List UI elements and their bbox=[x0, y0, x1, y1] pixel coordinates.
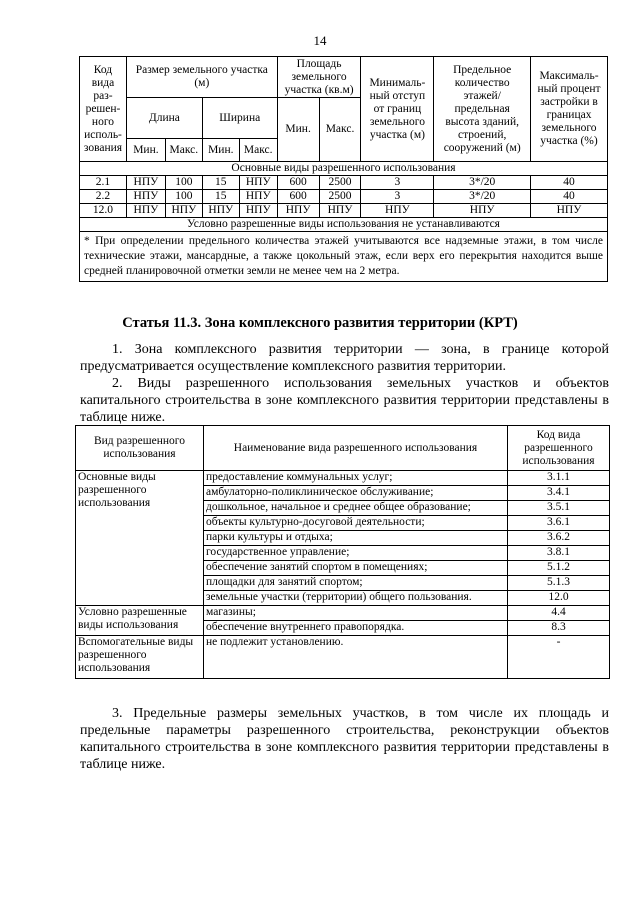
cell: 600 bbox=[277, 190, 319, 204]
use-name: обеспечение занятий спортом в помещениях; bbox=[204, 561, 508, 576]
land-use-table bbox=[75, 425, 610, 679]
cell: НПУ bbox=[239, 190, 277, 204]
cell: 2500 bbox=[319, 176, 361, 190]
use-code: 4.4 bbox=[508, 606, 610, 621]
use-code: 3.8.1 bbox=[508, 546, 610, 561]
cell: НПУ bbox=[239, 176, 277, 190]
use-code: 3.4.1 bbox=[508, 486, 610, 501]
use-code: 5.1.2 bbox=[508, 561, 610, 576]
header-size: Размер земельного участка (м) bbox=[126, 57, 277, 98]
paragraph-3 bbox=[80, 705, 609, 773]
paragraph-1 bbox=[80, 341, 609, 375]
table-row bbox=[80, 176, 608, 190]
use-code: 3.6.1 bbox=[508, 516, 610, 531]
header-width-max: Макс. bbox=[239, 139, 277, 162]
use-code: 3.5.1 bbox=[508, 501, 610, 516]
header-use-name: Наименование вида разрешенного использования bbox=[204, 426, 508, 471]
paragraph-3-text: 3. Предельные размеры земельных участков, в том числе их площадь и предельные параметры разрешенного строительства, реконструкции объектов капитального строительства в зоне комплексного развития территории представлены в таблице ниже. bbox=[80, 706, 609, 772]
use-code: 3.6.2 bbox=[508, 531, 610, 546]
cell: 100 bbox=[165, 190, 202, 204]
header-width: Ширина bbox=[202, 98, 277, 139]
cell: 100 bbox=[165, 176, 202, 190]
use-name: амбулаторно-поликлиническое обслуживание; bbox=[204, 486, 508, 501]
use-code: 3.1.1 bbox=[508, 471, 610, 486]
paragraph-1-text: 1. Зона комплексного развития территории — зона, в границе которой предусматривается осуществление комплексного развития территории. bbox=[80, 342, 609, 374]
table-row bbox=[76, 471, 610, 486]
parameters-table bbox=[79, 56, 608, 282]
header-width-min: Мин. bbox=[202, 139, 239, 162]
use-name: магазины; bbox=[204, 606, 508, 621]
cell: 2.2 bbox=[80, 190, 127, 204]
cell: НПУ bbox=[319, 204, 361, 218]
cell: 3 bbox=[361, 176, 434, 190]
cell: 2500 bbox=[319, 190, 361, 204]
header-area-min: Мин. bbox=[277, 98, 319, 162]
use-name: государственное управление; bbox=[204, 546, 508, 561]
group-main: Основные виды разрешенного использования bbox=[76, 471, 204, 606]
cell: 12.0 bbox=[80, 204, 127, 218]
use-name: земельные участки (территории) общего пользования. bbox=[204, 591, 508, 606]
cell: 40 bbox=[531, 176, 608, 190]
group-conditional: Условно разрешенные виды использования bbox=[76, 606, 204, 636]
header-area: Площадь земельного участка (кв.м) bbox=[277, 57, 361, 98]
section-conditional: Условно разрешенные виды использования не устанавливаются bbox=[80, 218, 608, 232]
section-main: Основные виды разрешенного использования bbox=[80, 162, 608, 176]
header-area-max: Макс. bbox=[319, 98, 361, 162]
use-name: обеспечение внутреннего правопорядка. bbox=[204, 621, 508, 636]
table-row bbox=[76, 636, 610, 679]
use-name: парки культуры и отдыха; bbox=[204, 531, 508, 546]
header-use-code: Код вида разрешенного использования bbox=[508, 426, 610, 471]
table-note: * При определении предельного количества этажей учитываются все надземные этажи, в том числе технические этажи, мансардные, а также цокольный этаж, если верх его перекрытия находится выше средней планировочной отметки земли не менее чем на 2 метра. bbox=[80, 232, 608, 282]
paragraph-2 bbox=[80, 375, 609, 426]
header-setback: Минималь-ный отступ от границ земельного участка (м) bbox=[361, 57, 434, 162]
paragraph-2-text: 2. Виды разрешенного использования земельных участков и объектов капитального строительства в зоне комплексного развития территории представлены в таблице ниже. bbox=[80, 376, 609, 425]
cell: 40 bbox=[531, 190, 608, 204]
article-title: Статья 11.3. Зона комплексного развития территории (КРТ) bbox=[122, 315, 518, 331]
table-row bbox=[80, 204, 608, 218]
table-row bbox=[76, 606, 610, 621]
header-length-min: Мин. bbox=[126, 139, 165, 162]
use-code: - bbox=[508, 636, 610, 679]
cell: 3*/20 bbox=[434, 190, 531, 204]
use-name: не подлежит установлению. bbox=[204, 636, 508, 679]
use-name: дошкольное, начальное и среднее общее образование; bbox=[204, 501, 508, 516]
cell: НПУ bbox=[202, 204, 239, 218]
header-percent: Максималь-ный процент застройки в границах земельного участка (%) bbox=[531, 57, 608, 162]
cell: 15 bbox=[202, 190, 239, 204]
use-code: 8.3 bbox=[508, 621, 610, 636]
cell: 2.1 bbox=[80, 176, 127, 190]
cell: НПУ bbox=[531, 204, 608, 218]
cell: НПУ bbox=[434, 204, 531, 218]
cell: НПУ bbox=[361, 204, 434, 218]
header-use-type: Вид разрешенного использования bbox=[76, 426, 204, 471]
header-code: Код вида раз-решен-ного исполь-зования bbox=[80, 57, 127, 162]
table-row bbox=[80, 190, 608, 204]
cell: НПУ bbox=[277, 204, 319, 218]
group-auxiliary: Вспомогательные виды разрешенного использования bbox=[76, 636, 204, 679]
use-name: предоставление коммунальных услуг; bbox=[204, 471, 508, 486]
use-name: объекты культурно-досуговой деятельности; bbox=[204, 516, 508, 531]
cell: 15 bbox=[202, 176, 239, 190]
cell: НПУ bbox=[126, 190, 165, 204]
cell: 3 bbox=[361, 190, 434, 204]
cell: 600 bbox=[277, 176, 319, 190]
cell: 3*/20 bbox=[434, 176, 531, 190]
use-code: 5.1.3 bbox=[508, 576, 610, 591]
cell: НПУ bbox=[239, 204, 277, 218]
cell: НПУ bbox=[165, 204, 202, 218]
use-code: 12.0 bbox=[508, 591, 610, 606]
cell: НПУ bbox=[126, 176, 165, 190]
header-floors: Предельное количество этажей/ предельная высота зданий, строений, сооружений (м) bbox=[434, 57, 531, 162]
cell: НПУ bbox=[126, 204, 165, 218]
page-number: 14 bbox=[313, 33, 327, 48]
header-length-max: Макс. bbox=[165, 139, 202, 162]
header-length: Длина bbox=[126, 98, 202, 139]
use-name: площадки для занятий спортом; bbox=[204, 576, 508, 591]
